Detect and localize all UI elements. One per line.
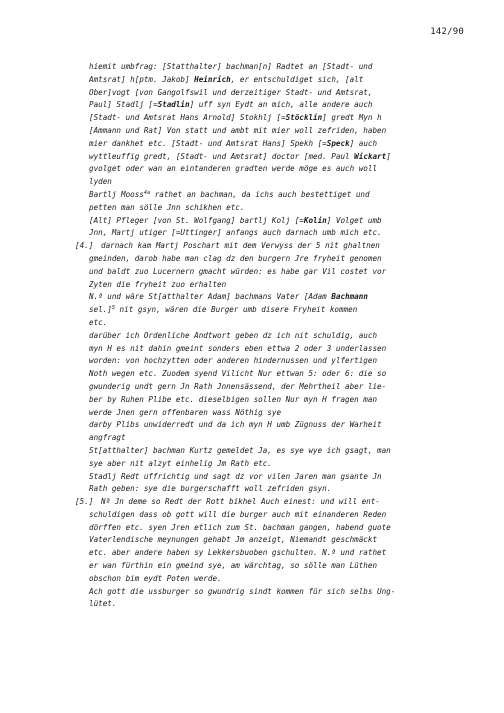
line-text: ber by Ruhen Plibe etc. dieselbigen sollen Nur myn H fragen man: [89, 394, 378, 404]
line-text: Ach gott die ussburger so gwundrig sindt kommen für sich selbs Ung-: [89, 586, 396, 596]
line-text: St[atthalter] bachman Kurtz gemeldet Ja, es sye wye ich gsagt, man: [89, 445, 391, 455]
text-line: [0, 279, 504, 292]
text-line: [0, 355, 504, 368]
line-text: sye aber nit alzyt einhelig Jm Rath etc.: [89, 458, 272, 468]
text-line: [0, 381, 504, 394]
line-text: darüber ich Ordenliche Andtwort geben dz ich nit schuldig, auch: [89, 330, 378, 340]
line-text: worden: von hochzytten oder anderen hindernussen und ylfertigen: [89, 356, 378, 366]
line-text: gwunderig undt gern Jn Rath Jnnensässend, der Mehrtheil aber lie-: [89, 381, 387, 391]
text-line: [0, 112, 504, 125]
line-text: mier dankhet etc. [Stadt- und Amtsrat Hans] Spekh [=Speck] auch: [89, 138, 378, 148]
text-line: [0, 317, 504, 330]
text-line: [0, 496, 504, 509]
text-line: [0, 458, 504, 471]
line-text: werde Jnen gern offenbaren wass Nöthig sye: [89, 407, 282, 417]
line-text: Amtsrat] h[ptm. Jakob] Heinrich, er entschuldiget sich, [alt: [89, 74, 364, 84]
line-text: Rath geben: sye die burgerschafft woll zefriden gsyn.: [89, 484, 332, 494]
text-line: [0, 509, 504, 522]
text-line: [0, 471, 504, 484]
text-line: [0, 586, 504, 599]
text-line: [0, 368, 504, 381]
text-line: [0, 419, 504, 432]
line-text: Ober]vogt [von Gangolfswil und derzeitiger Stadt- und Amtsrat,: [89, 87, 373, 97]
line-text: Stadlj Redt uffrichtig und sagt dz vor vilen Jaren man gsante Jn: [89, 471, 382, 481]
text-line: [0, 176, 504, 189]
line-text: [Alt] Pfleger [von St. Wolfgang] bartlj Kolj [=Kolin] Volget umb: [89, 215, 382, 225]
text-line: [0, 202, 504, 215]
line-text: myn H es nit dahin gmeint sonders eben ettwa 2 oder 3 underlassen: [89, 343, 387, 353]
line-text: schuldigen dass ob gott will die burger auch mit einanderen Reden: [89, 509, 387, 519]
text-line: [0, 547, 504, 560]
text-line: [0, 291, 504, 304]
text-line: [0, 394, 504, 407]
line-text: [Stadt- und Amtsrat Hans Arnold] Stokhlj [=Stöcklin] gredt Myn h: [89, 113, 382, 123]
text-line: [0, 573, 504, 586]
line-text: er wan fürthin ein gmeind sye, am wärchtag, so sölle man Lüthen: [89, 561, 378, 571]
line-text: darnach kam Martj Poschart mit dem Verwyss der 5 nit ghaltnen: [101, 241, 380, 251]
text-line: [0, 304, 504, 317]
line-text: Noth wegen etc. Zuodem syend Vilicht Nur ettwan 5: oder 6: die so: [89, 369, 387, 379]
paragraph-number: [4.]: [75, 241, 94, 251]
line-text: sel.]$^5$ nit gsyn, wären die Burger umb disere Fryheit kommen: [89, 305, 358, 315]
line-text: petten man sölle Jnn schikhen etc.: [89, 202, 245, 212]
line-text: angfragt: [89, 433, 126, 443]
text-line: [0, 87, 504, 100]
line-text: Zyten die fryheit zuo erhalten: [89, 279, 227, 289]
text-line: [0, 445, 504, 458]
line-text: lyden: [89, 177, 112, 187]
page-number: 142/90: [430, 27, 464, 37]
text-line: [0, 534, 504, 547]
text-line: [0, 99, 504, 112]
text-line: [0, 215, 504, 228]
line-text: wyttleuffig gredt, [Stadt- und Amtsrat] doctor [med. Paul Wickart]: [89, 151, 391, 161]
text-line: [0, 343, 504, 356]
line-text: dörffen etc. syen Jren etlich zum St. bachman gangen, habend guote: [89, 522, 391, 532]
text-line: [0, 227, 504, 240]
text-line: [0, 432, 504, 445]
text-line: [0, 189, 504, 202]
line-text: etc.: [89, 317, 108, 327]
paragraph-number: [5.]: [75, 497, 94, 507]
document-body: [0, 61, 504, 611]
line-text: hiemit umbfrag: [Statthalter] bachman[n] Radtet an [Stadt- und: [89, 62, 373, 71]
text-line: [0, 266, 504, 279]
line-text: Jnn, Martj utiger [=Uttinger] anfangs auch darnach umb mich etc.: [89, 228, 382, 238]
line-text: Nª Jn deme so Redt der Rott bikhel Auch einest: und will ent-: [101, 497, 380, 507]
text-line: [0, 598, 504, 611]
line-text: gvolget oder wan an eintanderen gradten werde möge es auch woll: [89, 164, 378, 174]
text-line: [0, 560, 504, 573]
text-line: [0, 330, 504, 343]
line-text: Bartlj Mooss$^{4a}$ rathet an bachman, da ichs auch bestettiget und: [89, 189, 370, 199]
line-text: darby Plibs unwiderredt und da ich myn H umb Zügnuss der Warheit: [89, 420, 382, 430]
line-text: Paul] Stadlj [=Stadlin] uff syn Eydt an mich, alle andere auch: [89, 100, 373, 110]
text-line: [0, 151, 504, 164]
text-line: [0, 407, 504, 420]
line-text: und baldt zuo Lucernern gmacht würden: es habe gar Vil costet vor: [89, 266, 387, 276]
line-text: lütet.: [89, 599, 117, 609]
text-line: [0, 138, 504, 151]
text-line: [0, 163, 504, 176]
line-text: [Ammann und Rat] Von statt und ambt mit mier woll zefriden, haben: [89, 125, 387, 135]
line-text: gmeinden, darob habe man clag dz den burgern Jre fryheit genomen: [89, 253, 382, 263]
text-line: [0, 240, 504, 253]
line-text: N.ª und wäre St[atthalter Adam] bachmans Vater [Adam Bachmann: [89, 292, 368, 302]
line-text: Vaterlendische meynungen gehabt Jm anzeigt, Niemandt geschmäckt: [89, 535, 378, 545]
line-text: obschon bim eydt Poten werde.: [89, 573, 222, 583]
text-line: [0, 522, 504, 535]
text-line: [0, 61, 504, 74]
text-line: [0, 74, 504, 87]
text-line: [0, 125, 504, 138]
text-line: [0, 483, 504, 496]
text-line: [0, 253, 504, 266]
line-text: etc. aber andere haben sy Lekkersbuoben gschulten. N.ª und rathet: [89, 548, 387, 558]
